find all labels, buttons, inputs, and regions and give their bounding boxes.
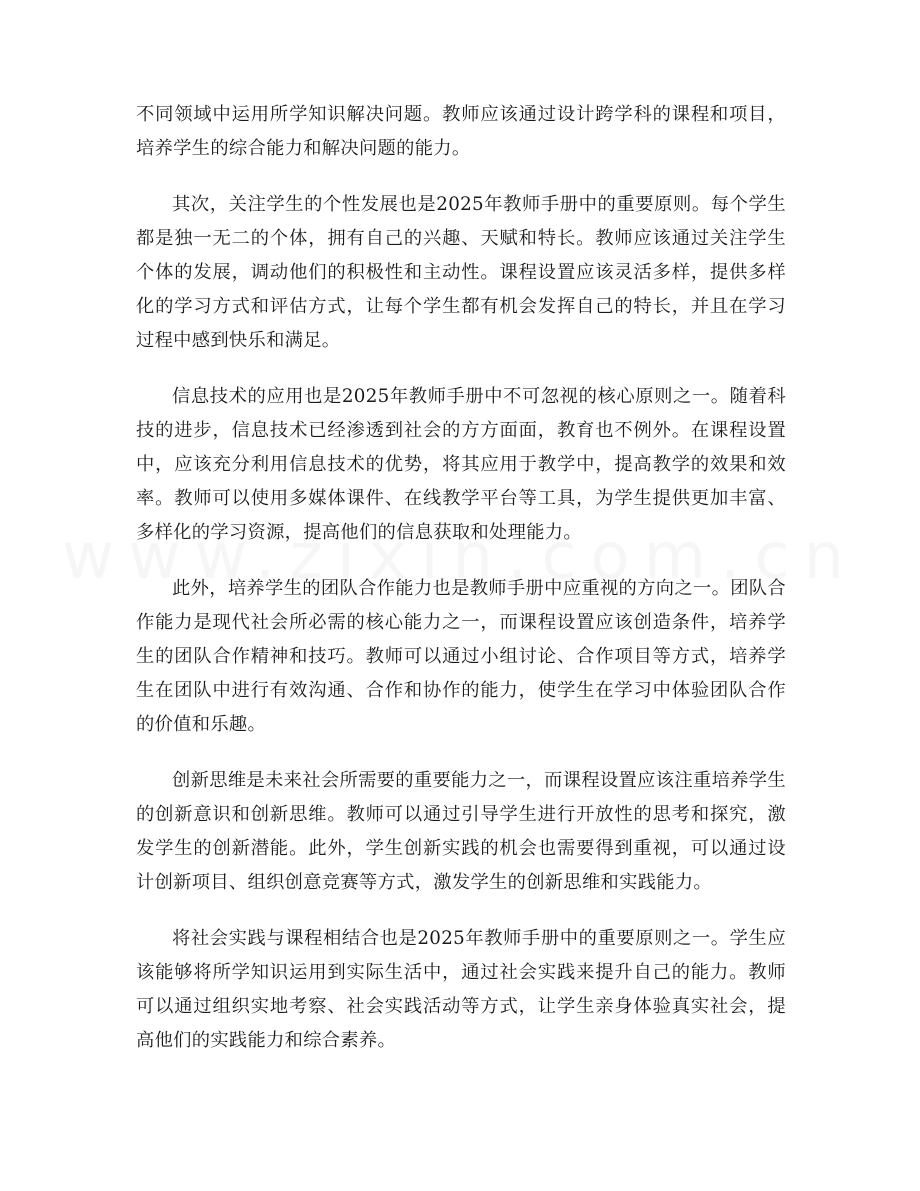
paragraph-3: 信息技术的应用也是2025年教师手册中不可忽视的核心原则之一。随着科技的进步，信息技术已经渗透到社会的方方面面，教育也不例外。在课程设置中，应该充分利用信息技术的优势，将其应用于教学中，提高教学的效果和效率。教师可以使用多媒体课件、在线教学平台等工具，为学生提供更加丰富、多样化的学习资源，提高他们的信息获取和处理能力。 xyxy=(136,386,786,543)
document-page xyxy=(136,98,786,1080)
paragraph-4: 此外，培养学生的团队合作能力也是教师手册中应重视的方向之一。团队合作能力是现代社会所必需的核心能力之一，而课程设置应该创造条件，培养学生的团队合作精神和技巧。教师可以通过小组讨论、合作项目等方式，培养学生在团队中进行有效沟通、合作和协作的能力，使学生在学习中体验团队合作的价值和乐趣。 xyxy=(136,578,786,735)
paragraph-5: 创新思维是未来社会所需要的重要能力之一，而课程设置应该注重培养学生的创新意识和创新思维。教师可以通过引导学生进行开放性的思考和探究，激发学生的创新潜能。此外，学生创新实践的机会也需要得到重视，可以通过设计创新项目、组织创意竞赛等方式，激发学生的创新思维和实践能力。 xyxy=(136,770,786,893)
paragraph-1: 不同领域中运用所学知识解决问题。教师应该通过设计跨学科的课程和项目，培养学生的综合能力和解决问题的能力。 xyxy=(136,104,786,159)
paragraph-6: 将社会实践与课程相结合也是2025年教师手册中的重要原则之一。学生应该能够将所学知识运用到实际生活中，通过社会实践来提升自己的能力。教师可以通过组织实地考察、社会实践活动等方式，让学生亲身体验真实社会，提高他们的实践能力和综合素养。 xyxy=(136,928,786,1051)
paragraph-2: 其次，关注学生的个性发展也是2025年教师手册中的重要原则。每个学生都是独一无二的个体，拥有自己的兴趣、天赋和特长。教师应该通过关注学生个体的发展，调动他们的积极性和主动性。课程设置应该灵活多样，提供多样化的学习方式和评估方式，让每个学生都有机会发挥自己的特长，并且在学习过程中感到快乐和满足。 xyxy=(136,194,786,351)
